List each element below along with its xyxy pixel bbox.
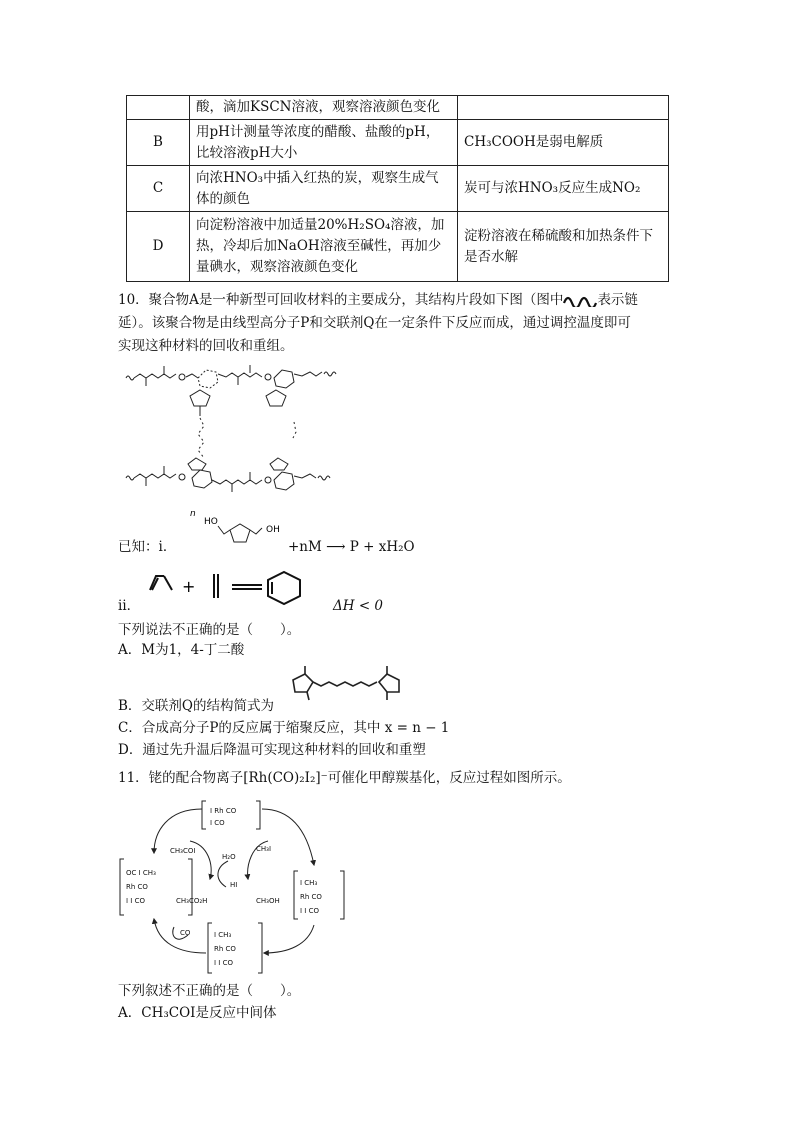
svg-text:I CO: I CO	[210, 819, 225, 827]
known-i-equation: +nM ⟶ P + xH₂O	[288, 539, 415, 555]
table-row	[127, 96, 669, 120]
row-method: 酸，滴加KSCN溶液，观察溶液颜色变化	[190, 96, 458, 120]
polymer-structure-diagram	[120, 362, 360, 502]
ho-label: HO	[204, 517, 218, 527]
svg-text:Rh CO: Rh CO	[214, 945, 236, 953]
q10-option-d: D．通过先升温后降温可实现这种材料的回收和重塑	[118, 742, 426, 758]
svg-text:I I CO: I I CO	[126, 897, 145, 905]
q10-option-c: C．合成高分子P的反应属于缩聚反应，其中 x = n − 1	[118, 720, 450, 736]
row-conclusion: 炭可与浓HNO₃反应生成NO₂	[458, 166, 669, 212]
q10-intro-text-b: 表示链	[597, 292, 638, 308]
q10-intro-line2: 延）。该聚合物是由线型高分子P和交联剂Q在一定条件下反应而成，通过调控温度即可	[118, 315, 631, 331]
table-row	[127, 120, 669, 166]
plus-sign: +	[182, 577, 196, 596]
svg-text:I CH₃: I CH₃	[214, 931, 232, 939]
oh-label: OH	[266, 525, 280, 535]
furan-diol-structure	[190, 510, 290, 552]
q11-intro	[118, 768, 571, 788]
q11-intro-pre: 11．铑的配合物离子	[118, 770, 244, 786]
table-row	[127, 166, 669, 212]
wavy-bond-icon	[563, 295, 597, 307]
row-label	[127, 96, 190, 120]
crosslinker-q-structure	[283, 660, 413, 708]
ch3co2h-label: CH₃CO₂H	[176, 897, 208, 905]
svg-text:I I CO: I I CO	[300, 907, 319, 915]
repeat-n-label: n	[190, 510, 196, 519]
known-ii-label: ⅱ．	[118, 598, 141, 614]
row-label: D	[127, 212, 190, 282]
options-table	[126, 95, 669, 282]
row-method: 向淀粉溶液中加适量20%H₂SO₄溶液，加热，冷却后加NaOH溶液至碱性，再加少量碘水，观察溶液颜色变化	[190, 212, 458, 282]
ch3i-label: CH₃I	[256, 845, 272, 853]
row-conclusion	[458, 96, 669, 120]
q10-option-a: A．M为1，4-丁二酸	[118, 642, 245, 658]
row-conclusion: CH₃COOH是弱电解质	[458, 120, 669, 166]
table-row	[127, 212, 669, 282]
q10-option-b: B．交联剂Q的结构简式为	[118, 698, 274, 714]
svg-text:I I CO: I I CO	[214, 959, 233, 967]
svg-text:Rh CO: Rh CO	[300, 893, 322, 901]
h2o-label: H₂O	[222, 853, 236, 861]
q11-question: 下列叙述不正确的是（ ）。	[118, 983, 301, 999]
known-label: 已知：ⅰ．	[118, 539, 177, 555]
svg-text:I CH₃: I CH₃	[300, 879, 318, 887]
q10-intro-line3: 实现这种材料的回收和重组。	[118, 338, 294, 354]
q11-intro-formula: [Rh(CO)₂I₂]⁻	[243, 770, 328, 786]
row-label: C	[127, 166, 190, 212]
row-conclusion: 淀粉溶液在稀硫酸和加热条件下是否水解	[458, 212, 669, 282]
svg-text:I Rh CO: I Rh CO	[210, 807, 237, 815]
hi-label: HI	[230, 881, 238, 889]
q11-intro-post: 可催化甲醇羰基化，反应过程如图所示。	[327, 770, 571, 786]
row-method: 向浓HNO₃中插入红热的炭，观察生成气体的颜色	[190, 166, 458, 212]
svg-text:Rh CO: Rh CO	[126, 883, 148, 891]
q11-option-a: A．CH₃COI是反应中间体	[118, 1005, 277, 1021]
co-label: CO	[180, 929, 191, 937]
svg-text:OC I CH₃: OC I CH₃	[126, 869, 156, 877]
ch3oh-label: CH₃OH	[256, 897, 280, 905]
q10-question: 下列说法不正确的是（ ）。	[118, 622, 301, 638]
ch3coi-label: CH₃COI	[170, 847, 196, 855]
delta-h-label: ΔH < 0	[333, 598, 384, 614]
row-method: 用pH计测量等浓度的醋酸、盐酸的pH，比较溶液pH大小	[190, 120, 458, 166]
diels-alder-equation	[144, 566, 314, 610]
row-label: B	[127, 120, 190, 166]
q10-intro-line1	[118, 290, 638, 310]
q10-intro-text: 10．聚合物A是一种新型可回收材料的主要成分，其结构片段如下图（图中	[118, 292, 564, 308]
catalytic-cycle-diagram	[118, 795, 358, 975]
